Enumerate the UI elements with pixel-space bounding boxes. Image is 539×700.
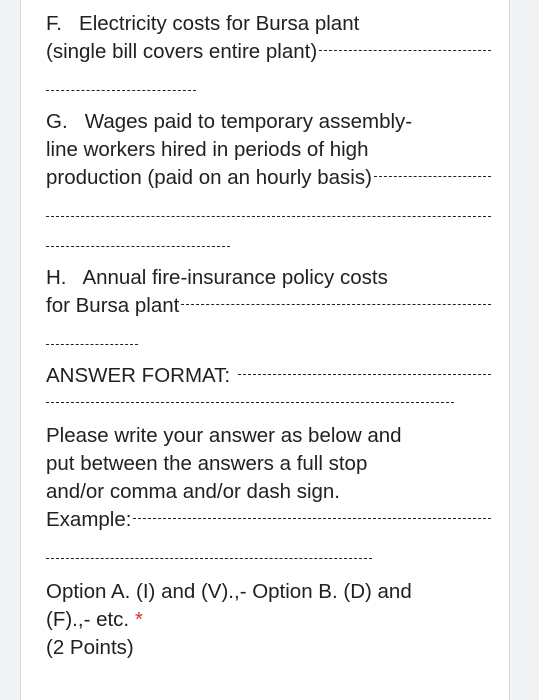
answer-format-line: ANSWER FORMAT: (46, 362, 491, 390)
dash-separator (46, 90, 196, 91)
item-f-line-2: (single bill covers entire plant) (46, 38, 491, 66)
required-asterisk: * (134, 608, 143, 631)
item-h-line-1: H. Annual fire-insurance policy costs (46, 266, 388, 289)
points-label: (2 Points) (46, 636, 134, 659)
dash-fill (181, 304, 491, 305)
item-g-line-3: production (paid on an hourly basis) (46, 164, 491, 192)
dash-fill (319, 50, 491, 51)
dash-separator (46, 216, 491, 217)
instructions-line-3: and/or comma and/or dash sign. (46, 480, 340, 503)
item-h (46, 264, 491, 320)
example-line-2: (F).,- etc. * (46, 606, 491, 634)
item-h-line-2: for Bursa plant (46, 292, 491, 320)
instructions (46, 422, 491, 534)
answer-format (46, 362, 491, 390)
example-line-1: Option A. (I) and (V).,- Option B. (D) and (46, 580, 412, 603)
dash-separator (46, 344, 138, 345)
dash-separator (46, 558, 372, 559)
instructions-line-2: put between the answers a full stop (46, 452, 368, 475)
item-f-line-1: F. Electricity costs for Bursa plant (46, 12, 360, 35)
item-g-line-2: line workers hired in periods of high (46, 138, 369, 161)
item-f (46, 10, 491, 66)
question-card (20, 0, 510, 700)
points-line (46, 634, 491, 662)
item-g-line-1: G. Wages paid to temporary assembly- (46, 110, 413, 133)
example (46, 578, 491, 662)
item-g (46, 108, 491, 192)
instructions-line-4: Example: (46, 506, 491, 534)
dash-fill (374, 176, 491, 177)
instructions-line-1: Please write your answer as below and (46, 424, 402, 447)
dash-separator (46, 246, 230, 247)
dash-separator (46, 402, 454, 403)
dash-fill (133, 518, 491, 519)
dash-fill (238, 374, 491, 375)
